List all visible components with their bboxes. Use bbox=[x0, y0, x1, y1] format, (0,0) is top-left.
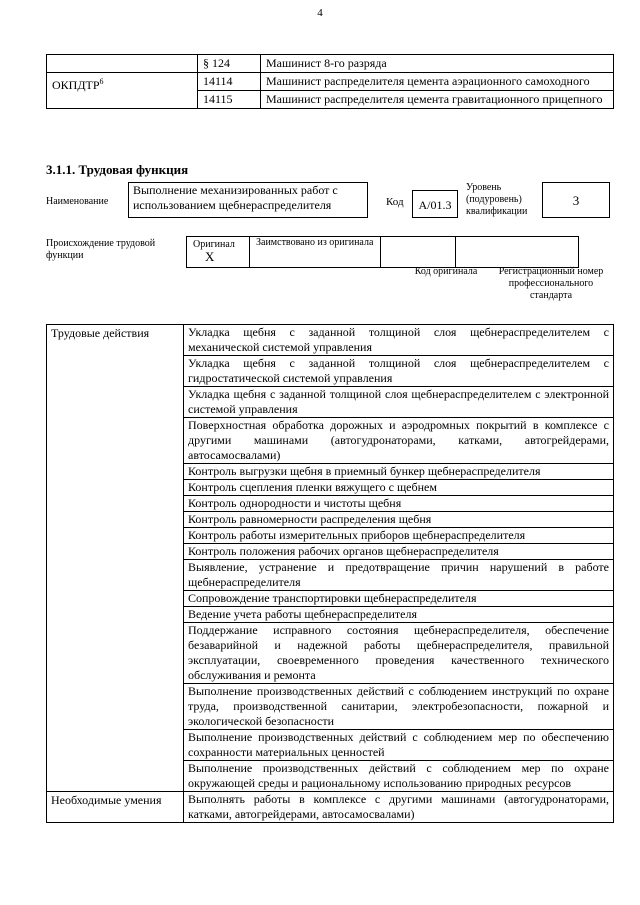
labor-action-label: Трудовые действия bbox=[47, 325, 184, 792]
function-code-box: А/01.3 bbox=[412, 190, 458, 218]
code-label: Код bbox=[386, 196, 404, 208]
table-row bbox=[47, 55, 614, 73]
labor-action-item: Контроль работы измерительных приборов щебнераспределителя bbox=[184, 528, 614, 544]
labor-action-item: Сопровождение транспортировки щебнераспределителя bbox=[184, 591, 614, 607]
labor-action-item: Выявление, устранение и предотвращение причин нарушений в работе щебнераспределителя bbox=[184, 560, 614, 591]
page-number: 4 bbox=[317, 7, 323, 19]
borrowed-cell: Заимствовано из оригинала bbox=[250, 237, 381, 268]
function-name-box: Выполнение механизированных работ с использованием щебнераспределителя bbox=[128, 182, 368, 218]
section-title: 3.1.1. Трудовая функция bbox=[46, 162, 189, 177]
labor-action-item: Контроль выгрузки щебня в приемный бункер щебнераспределителя bbox=[184, 464, 614, 480]
table-cell: Машинист распределителя цемента аэрационного самоходного bbox=[261, 73, 614, 91]
origin-table bbox=[186, 236, 579, 268]
origin-label: Происхождение трудовой функции bbox=[46, 238, 156, 261]
table-row bbox=[47, 792, 614, 823]
table-cell: Машинист 8-го разряда bbox=[261, 55, 614, 73]
labor-action-item: Контроль положения рабочих органов щебнераспределителя bbox=[184, 544, 614, 560]
main-table bbox=[46, 324, 614, 823]
name-label: Наименование bbox=[46, 196, 109, 207]
table-cell: 14114 bbox=[198, 73, 261, 91]
labor-action-item: Выполнение производственных действий с соблюдением мер по обеспечению сохранности материальных ценностей bbox=[184, 730, 614, 761]
table-cell bbox=[47, 55, 198, 73]
table-row bbox=[47, 73, 614, 91]
table-row bbox=[187, 237, 579, 268]
labor-action-item: Контроль однородности и чистоты щебня bbox=[184, 496, 614, 512]
labor-action-item: Укладка щебня с заданной толщиной слоя щебнераспределителем с гидростатической системой управления bbox=[184, 356, 614, 387]
reg-number-cell bbox=[456, 237, 579, 268]
reg-number-caption: Регистрационный номер профессионального стандарта bbox=[498, 266, 604, 301]
skill-item: Выполнять работы в комплексе с другими машинами (автогудронаторами, катками, автогрейдерами, автосамосвалами) bbox=[184, 792, 614, 823]
original-mark: X bbox=[205, 249, 215, 264]
level-label: Уровень (подуровень) квалификации bbox=[466, 182, 528, 217]
labor-action-item: Укладка щебня с заданной толщиной слоя щебнераспределителем с электронной системой управления bbox=[184, 387, 614, 418]
original-cell bbox=[187, 237, 250, 268]
labor-action-item: Выполнение производственных действий с соблюдением инструкций по охране труда, производственной санитарии, электробезопасности, пожарной и экологической безопасности bbox=[184, 684, 614, 730]
table-cell: Машинист распределителя цемента гравитационного прицепного bbox=[261, 91, 614, 109]
skill-label: Необходимые умения bbox=[47, 792, 184, 823]
table-cell: 14115 bbox=[198, 91, 261, 109]
labor-action-item: Контроль равномерности распределения щебня bbox=[184, 512, 614, 528]
table-cell: § 124 bbox=[198, 55, 261, 73]
code-original-cell bbox=[381, 237, 456, 268]
original-label: Оригинал bbox=[193, 239, 235, 250]
table-row bbox=[47, 325, 614, 356]
labor-action-item: Укладка щебня с заданной толщиной слоя щебнераспределителем с механической системой управления bbox=[184, 325, 614, 356]
labor-action-item: Ведение учета работы щебнераспределителя bbox=[184, 607, 614, 623]
level-box: 3 bbox=[542, 182, 610, 218]
labor-action-item: Контроль сцепления пленки вяжущего с щебнем bbox=[184, 480, 614, 496]
labor-action-item: Выполнение производственных действий с соблюдением мер по охране окружающей среды и рациональному использованию природных ресурсов bbox=[184, 761, 614, 792]
okpdtr-label: ОКПДТР bbox=[52, 78, 100, 92]
main-table-body bbox=[47, 325, 614, 823]
classification-table bbox=[46, 54, 614, 109]
labor-action-item: Поддержание исправного состояния щебнераспределителя, обеспечение безаварийной и надежной работы щебнераспределителя, правильной эксплуатации, своевременного проведения качественного технического обслуживания и ремонта bbox=[184, 623, 614, 684]
code-original-caption: Код оригинала bbox=[414, 266, 478, 277]
footnote-mark: 6 bbox=[99, 77, 104, 86]
table-cell bbox=[47, 73, 198, 109]
labor-action-item: Поверхностная обработка дорожных и аэродромных покрытий в комплексе с другими машинами (автогудронаторами, катками, автогрейдерами, автосамосвалами) bbox=[184, 418, 614, 464]
